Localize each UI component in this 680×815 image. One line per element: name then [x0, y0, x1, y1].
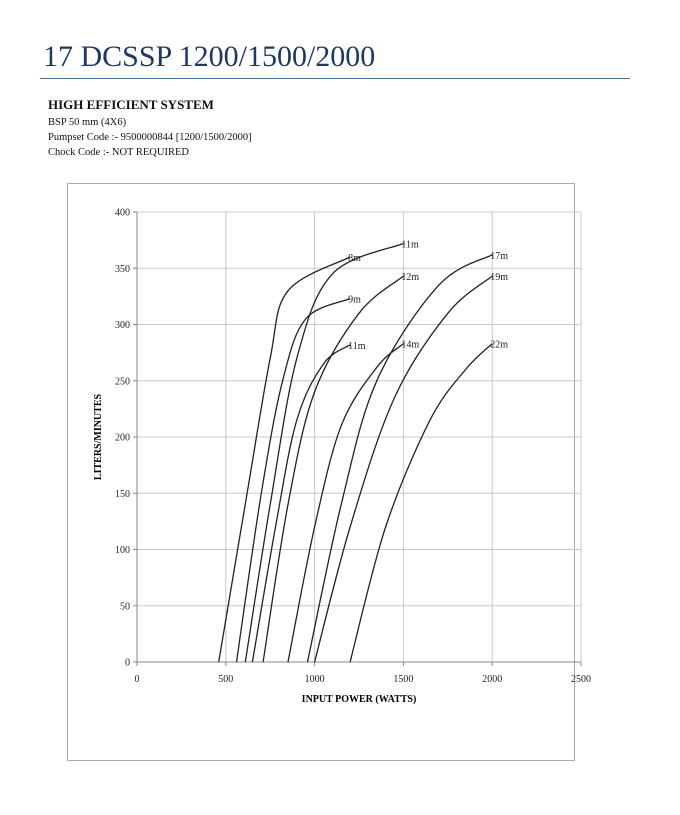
info-line-bsp: BSP 50 mm (4X6)	[48, 117, 127, 128]
y-tick-label-350: 350	[115, 263, 130, 275]
page-title: 17 DCSSP 1200/1500/2000	[43, 40, 376, 73]
y-tick-label-200: 200	[115, 432, 130, 444]
info-line-pumpset-code: Pumpset Code :- 9500000844 [1200/1500/2000]	[48, 132, 252, 143]
system-heading: HIGH EFFICIENT SYSTEM	[48, 97, 214, 112]
y-tick-label-100: 100	[115, 545, 130, 556]
series-line-5	[288, 344, 403, 662]
y-tick-label-150: 150	[115, 488, 130, 500]
x-tick-label-500: 500	[218, 674, 234, 685]
y-axis-label: LITERS/MINUTES	[93, 393, 104, 481]
series-line-8	[350, 344, 492, 662]
x-tick-label-0: 0	[134, 674, 140, 685]
grid-layer	[137, 212, 581, 662]
y-tick-label-0: 0	[125, 657, 130, 669]
series-label-0: 8m	[348, 253, 361, 264]
series-label-7: 19m	[490, 272, 508, 284]
series-label-4: 12m	[401, 272, 420, 284]
series-label-5: 14m	[401, 339, 420, 351]
y-tick-label-400: 400	[115, 207, 130, 219]
x-tick-label-2500: 2500	[571, 674, 591, 685]
x-tick-label-2000: 2000	[482, 674, 503, 685]
y-tick-label-250: 250	[115, 376, 130, 388]
series-label-2: 11m	[401, 239, 419, 251]
series-line-4	[263, 276, 403, 662]
series-line-3	[252, 345, 350, 662]
series-label-6: 17m	[490, 250, 508, 262]
series-label-8: 22m	[490, 339, 508, 351]
series-label-3: 11m	[348, 340, 366, 352]
x-tick-label-1500: 1500	[393, 674, 414, 685]
x-tick-label-1000: 1000	[304, 674, 325, 685]
series-layer	[219, 240, 509, 663]
x-axis-label: INPUT POWER (WATTS)	[301, 694, 417, 705]
y-tick-label-50: 50	[120, 601, 130, 613]
axis-layer	[115, 208, 591, 686]
series-line-6	[308, 255, 493, 662]
y-tick-label-300: 300	[115, 320, 130, 331]
series-label-1: 9m	[348, 294, 361, 306]
info-line-chock-code: Chock Code :- NOT REQUIRED	[48, 147, 189, 158]
